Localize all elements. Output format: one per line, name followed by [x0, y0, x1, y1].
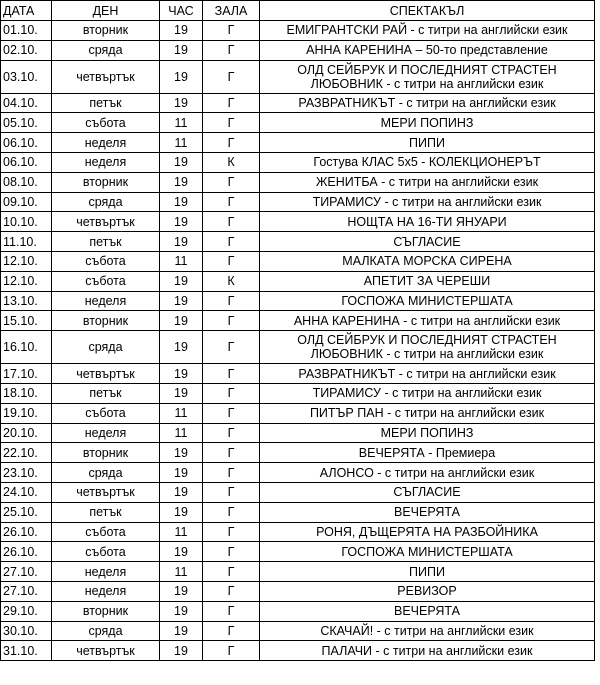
show-cell [260, 641, 595, 661]
hall-cell: Г [203, 641, 260, 661]
show-title: ЖЕНИТБА [315, 175, 378, 190]
day-cell: четвъртък [52, 482, 160, 502]
table-row [1, 364, 595, 384]
show-cell [260, 502, 595, 522]
day-cell: петък [52, 93, 160, 113]
day-cell: петък [52, 502, 160, 522]
show-cell [260, 192, 595, 212]
show-title: ВЕЧЕРЯТА [394, 505, 460, 520]
table-row [1, 443, 595, 463]
table-row [1, 383, 595, 403]
show-note: - с титри на английски език [382, 347, 544, 362]
time-cell: 19 [160, 482, 203, 502]
date-cell: 04.10. [1, 93, 52, 113]
show-title: ПИПИ [409, 564, 445, 579]
date-cell: 10.10. [1, 212, 52, 232]
date-cell: 25.10. [1, 502, 52, 522]
show-title: ОЛД СЕЙБРУК И ПОСЛЕДНИЯТ СТРАСТЕН ЛЮБОВНИК [297, 62, 557, 91]
table-row [1, 502, 595, 522]
show-note: - с титри на английски език [395, 95, 556, 110]
table-row [1, 271, 595, 291]
show-cell [260, 21, 595, 41]
day-cell: събота [52, 522, 160, 542]
hall-cell: Г [203, 522, 260, 542]
table-row [1, 93, 595, 113]
day-cell: четвъртък [52, 641, 160, 661]
date-cell: 12.10. [1, 271, 52, 291]
hall-cell: Г [203, 311, 260, 331]
show-title: АПЕТИТ ЗА ЧЕРЕШИ [363, 274, 491, 289]
time-cell: 19 [160, 192, 203, 212]
day-cell: неделя [52, 133, 160, 153]
show-cell [260, 93, 595, 113]
show-note: - с титри на английски език [395, 366, 556, 381]
show-cell [260, 482, 595, 502]
date-cell: 11.10. [1, 232, 52, 252]
show-note: - с титри на английски език [373, 465, 535, 480]
hall-cell: Г [203, 463, 260, 483]
show-title: ТИРАМИСУ [312, 194, 381, 209]
time-cell: 19 [160, 212, 203, 232]
day-cell: вторник [52, 21, 160, 41]
day-cell: сряда [52, 463, 160, 483]
hall-cell: Г [203, 21, 260, 41]
show-cell [260, 621, 595, 641]
time-cell: 19 [160, 60, 203, 93]
hall-cell: Г [203, 212, 260, 232]
time-cell: 19 [160, 581, 203, 601]
show-title: РАЗВРАТНИКЪТ [298, 366, 396, 381]
hall-cell: Г [203, 383, 260, 403]
date-cell: 22.10. [1, 443, 52, 463]
show-cell [260, 60, 595, 93]
hall-cell: Г [203, 133, 260, 153]
show-cell [260, 383, 595, 403]
show-note: - с титри на английски език [382, 76, 544, 91]
show-title: ВЕЧЕРЯТА [358, 445, 425, 460]
table-row [1, 542, 595, 562]
date-cell: 30.10. [1, 621, 52, 641]
show-title: МАЛКАТА МОРСКА СИРЕНА [342, 254, 512, 269]
show-cell [260, 601, 595, 621]
show-cell [260, 463, 595, 483]
show-note: - с титри на английски език [383, 406, 545, 421]
day-cell: събота [52, 403, 160, 423]
show-cell [260, 172, 595, 192]
show-cell [260, 581, 595, 601]
date-cell: 27.10. [1, 562, 52, 582]
time-cell: 19 [160, 21, 203, 41]
date-cell: 29.10. [1, 601, 52, 621]
show-title: АННА КАРЕНИНА – 50-то представление [306, 43, 548, 58]
table-row [1, 311, 595, 331]
day-cell: събота [52, 542, 160, 562]
day-cell: четвъртък [52, 212, 160, 232]
show-cell [260, 522, 595, 542]
time-cell: 19 [160, 364, 203, 384]
show-cell [260, 423, 595, 443]
day-cell: сряда [52, 621, 160, 641]
date-cell: 06.10. [1, 152, 52, 172]
show-title: ОЛД СЕЙБРУК И ПОСЛЕДНИЯТ СТРАСТЕН ЛЮБОВНИК [297, 333, 557, 362]
day-cell: петък [52, 232, 160, 252]
show-cell [260, 40, 595, 60]
show-cell [260, 331, 595, 364]
time-cell: 19 [160, 93, 203, 113]
time-cell: 19 [160, 621, 203, 641]
date-cell: 23.10. [1, 463, 52, 483]
hall-cell: Г [203, 364, 260, 384]
date-cell: 19.10. [1, 403, 52, 423]
show-cell [260, 271, 595, 291]
show-title: ГОСПОЖА МИНИСТЕРШАТА [341, 544, 513, 559]
day-cell: събота [52, 251, 160, 271]
header-hall: ЗАЛА [203, 1, 260, 21]
date-cell: 16.10. [1, 331, 52, 364]
table-row [1, 21, 595, 41]
day-cell: четвъртък [52, 60, 160, 93]
date-cell: 26.10. [1, 522, 52, 542]
show-cell [260, 291, 595, 311]
header-time: ЧАС [160, 1, 203, 21]
time-cell: 19 [160, 172, 203, 192]
time-cell: 19 [160, 232, 203, 252]
show-note: - с титри на английски език [380, 194, 542, 209]
show-note: - Премиера [424, 445, 496, 460]
show-cell [260, 251, 595, 271]
date-cell: 12.10. [1, 251, 52, 271]
show-title: СЪГЛАСИЕ [393, 485, 461, 500]
header-row [1, 1, 595, 21]
time-cell: 19 [160, 443, 203, 463]
table-row [1, 113, 595, 133]
date-cell: 26.10. [1, 542, 52, 562]
table-row [1, 291, 595, 311]
show-title: ВЕЧЕРЯТА [394, 604, 460, 619]
day-cell: събота [52, 271, 160, 291]
hall-cell: Г [203, 93, 260, 113]
table-row [1, 40, 595, 60]
day-cell: вторник [52, 311, 160, 331]
show-note: - с титри на английски език [377, 175, 539, 190]
table-row [1, 522, 595, 542]
show-title: ТИРАМИСУ [312, 386, 381, 401]
table-row [1, 331, 595, 364]
time-cell: 11 [160, 113, 203, 133]
day-cell: събота [52, 113, 160, 133]
show-title: ЕМИГРАНТСКИ РАЙ [286, 23, 408, 38]
date-cell: 27.10. [1, 581, 52, 601]
hall-cell: Г [203, 621, 260, 641]
schedule-body [1, 21, 595, 661]
date-cell: 24.10. [1, 482, 52, 502]
hall-cell: Г [203, 443, 260, 463]
day-cell: петък [52, 383, 160, 403]
show-title: АННА КАРЕНИНА [293, 313, 400, 328]
show-note: - с титри на английски език [407, 23, 568, 38]
show-title: РОНЯ, ДЪЩЕРЯТА НА РАЗБОЙНИКА [316, 524, 538, 539]
day-cell: сряда [52, 40, 160, 60]
show-title: АЛОНСО [319, 465, 374, 480]
hall-cell: Г [203, 581, 260, 601]
show-title: РЕВИЗОР [397, 584, 457, 599]
time-cell: 19 [160, 291, 203, 311]
time-cell: 11 [160, 251, 203, 271]
show-cell [260, 443, 595, 463]
hall-cell: К [203, 152, 260, 172]
show-title: МЕРИ ПОПИНЗ [380, 115, 474, 130]
date-cell: 06.10. [1, 133, 52, 153]
date-cell: 18.10. [1, 383, 52, 403]
time-cell: 19 [160, 271, 203, 291]
hall-cell: Г [203, 562, 260, 582]
hall-cell: Г [203, 502, 260, 522]
day-cell: сряда [52, 192, 160, 212]
time-cell: 19 [160, 641, 203, 661]
hall-cell: Г [203, 172, 260, 192]
hall-cell: Г [203, 113, 260, 133]
date-cell: 09.10. [1, 192, 52, 212]
table-row [1, 463, 595, 483]
table-row [1, 60, 595, 93]
time-cell: 11 [160, 133, 203, 153]
show-note: - с титри на английски език [380, 386, 542, 401]
show-title: ПИПИ [409, 135, 445, 150]
show-cell [260, 113, 595, 133]
show-cell [260, 364, 595, 384]
time-cell: 11 [160, 403, 203, 423]
show-cell [260, 311, 595, 331]
show-title: ПИТЪР ПАН [309, 406, 384, 421]
show-cell [260, 232, 595, 252]
show-cell [260, 152, 595, 172]
table-row [1, 581, 595, 601]
day-cell: вторник [52, 172, 160, 192]
hall-cell: Г [203, 331, 260, 364]
show-title: СКАЧАЙ! [320, 623, 374, 638]
date-cell: 01.10. [1, 21, 52, 41]
hall-cell: Г [203, 542, 260, 562]
date-cell: 13.10. [1, 291, 52, 311]
day-cell: неделя [52, 291, 160, 311]
table-row [1, 232, 595, 252]
table-row [1, 482, 595, 502]
time-cell: 19 [160, 40, 203, 60]
time-cell: 19 [160, 383, 203, 403]
hall-cell: Г [203, 423, 260, 443]
table-row [1, 133, 595, 153]
date-cell: 05.10. [1, 113, 52, 133]
date-cell: 08.10. [1, 172, 52, 192]
hall-cell: Г [203, 232, 260, 252]
table-row [1, 423, 595, 443]
day-cell: неделя [52, 423, 160, 443]
hall-cell: Г [203, 291, 260, 311]
time-cell: 19 [160, 152, 203, 172]
table-row [1, 251, 595, 271]
table-row [1, 152, 595, 172]
day-cell: сряда [52, 331, 160, 364]
time-cell: 19 [160, 331, 203, 364]
header-show: СПЕКТАКЪЛ [260, 1, 595, 21]
hall-cell: Г [203, 601, 260, 621]
show-title: РАЗВРАТНИКЪТ [298, 95, 396, 110]
show-cell [260, 562, 595, 582]
show-cell [260, 403, 595, 423]
hall-cell: Г [203, 251, 260, 271]
day-cell: четвъртък [52, 364, 160, 384]
table-row [1, 212, 595, 232]
show-cell [260, 212, 595, 232]
show-note: - с титри на английски език [372, 643, 533, 658]
show-note: - с титри на английски език [373, 623, 534, 638]
show-title: СЪГЛАСИЕ [393, 234, 461, 249]
time-cell: 19 [160, 463, 203, 483]
table-row [1, 403, 595, 423]
time-cell: 19 [160, 601, 203, 621]
hall-cell: Г [203, 482, 260, 502]
day-cell: неделя [52, 581, 160, 601]
hall-cell: Г [203, 192, 260, 212]
time-cell: 11 [160, 522, 203, 542]
date-cell: 31.10. [1, 641, 52, 661]
time-cell: 11 [160, 562, 203, 582]
time-cell: 19 [160, 542, 203, 562]
show-cell [260, 133, 595, 153]
show-title: МЕРИ ПОПИНЗ [380, 425, 474, 440]
table-row [1, 621, 595, 641]
table-row [1, 172, 595, 192]
time-cell: 19 [160, 502, 203, 522]
date-cell: 17.10. [1, 364, 52, 384]
table-row [1, 192, 595, 212]
show-title: ПАЛАЧИ [321, 643, 373, 658]
show-title: НОЩТА НА 16-ТИ ЯНУАРИ [347, 214, 507, 229]
show-title: Гостува КЛАС 5х5 - КОЛЕКЦИОНЕРЪТ [313, 155, 541, 170]
show-note: - с титри на английски език [399, 313, 561, 328]
day-cell: неделя [52, 562, 160, 582]
hall-cell: К [203, 271, 260, 291]
table-row [1, 601, 595, 621]
hall-cell: Г [203, 40, 260, 60]
date-cell: 15.10. [1, 311, 52, 331]
day-cell: вторник [52, 443, 160, 463]
date-cell: 03.10. [1, 60, 52, 93]
date-cell: 02.10. [1, 40, 52, 60]
hall-cell: Г [203, 403, 260, 423]
table-row [1, 562, 595, 582]
show-title: ГОСПОЖА МИНИСТЕРШАТА [341, 293, 513, 308]
time-cell: 19 [160, 311, 203, 331]
day-cell: неделя [52, 152, 160, 172]
date-cell: 20.10. [1, 423, 52, 443]
hall-cell: Г [203, 60, 260, 93]
table-row [1, 641, 595, 661]
time-cell: 11 [160, 423, 203, 443]
day-cell: вторник [52, 601, 160, 621]
show-cell [260, 542, 595, 562]
header-day: ДЕН [52, 1, 160, 21]
header-date: ДАТА [1, 1, 52, 21]
